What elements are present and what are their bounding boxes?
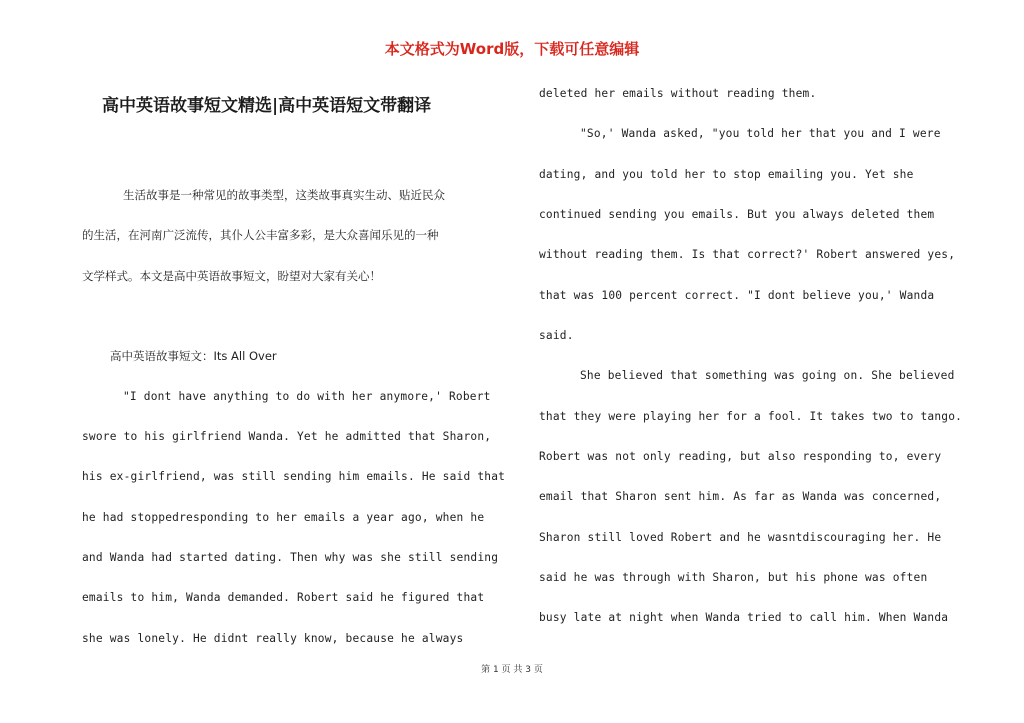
page-number-footer: 第 1 页 共 3 页 — [481, 665, 543, 675]
paragraph-line: emails to him, Wanda demanded. Robert said he figured that — [82, 591, 485, 604]
paragraph-line: said he was through with Sharon, but his phone was often — [539, 571, 928, 584]
paragraph-line: she was lonely. He didnt really know, because he always — [82, 632, 464, 645]
paragraph-line: that they were playing her for a fool. It takes two to tango. — [539, 410, 963, 423]
story-heading: 高中英语故事短文：Its All Over — [110, 349, 277, 363]
paragraph-line: 的生活，在河南广泛流传，其仆人公丰富多彩，是大众喜闻乐见的一种 — [82, 228, 439, 242]
paragraph-line: that was 100 percent correct. "I dont believe you,' Wanda — [539, 289, 935, 302]
paragraph-line: dating, and you told her to stop emailing you. Yet she — [539, 168, 914, 181]
paragraph-line: Robert was not only reading, but also responding to, every — [539, 450, 942, 463]
document-title: 高中英语故事短文精选|高中英语短文带翻译 — [102, 96, 432, 116]
paragraph-line: "So,' Wanda asked, "you told her that you and I were — [580, 127, 941, 140]
paragraph-line: She believed that something was going on. She believed — [580, 369, 955, 382]
paragraph-line: without reading them. Is that correct?' Robert answered yes, — [539, 248, 956, 261]
paragraph-line: email that Sharon sent him. As far as Wanda was concerned, — [539, 490, 942, 503]
paragraph-line: busy late at night when Wanda tried to call him. When Wanda — [539, 611, 949, 624]
paragraph-line: 生活故事是一种常见的故事类型，这类故事真实生动、贴近民众 — [123, 188, 445, 202]
paragraph-line: said. — [539, 329, 574, 342]
paragraph-line: his ex-girlfriend, was still sending him emails. He said that — [82, 470, 506, 483]
paragraph-line: 文学样式。本文是高中英语故事短文，盼望对大家有关心！ — [82, 269, 381, 283]
word-format-banner: 本文格式为Word版，下载可任意编辑 — [384, 40, 640, 58]
paragraph-line: deleted her emails without reading them. — [539, 87, 817, 100]
paragraph-line: continued sending you emails. But you always deleted them — [539, 208, 935, 221]
paragraph-line: Sharon still loved Robert and he wasntdiscouraging her. He — [539, 531, 942, 544]
paragraph-line: he had stoppedresponding to her emails a year ago, when he — [82, 511, 485, 524]
paragraph-line: swore to his girlfriend Wanda. Yet he admitted that Sharon, — [82, 430, 492, 443]
paragraph-line: and Wanda had started dating. Then why was she still sending — [82, 551, 499, 564]
paragraph-line: "I dont have anything to do with her anymore,' Robert — [123, 390, 491, 403]
